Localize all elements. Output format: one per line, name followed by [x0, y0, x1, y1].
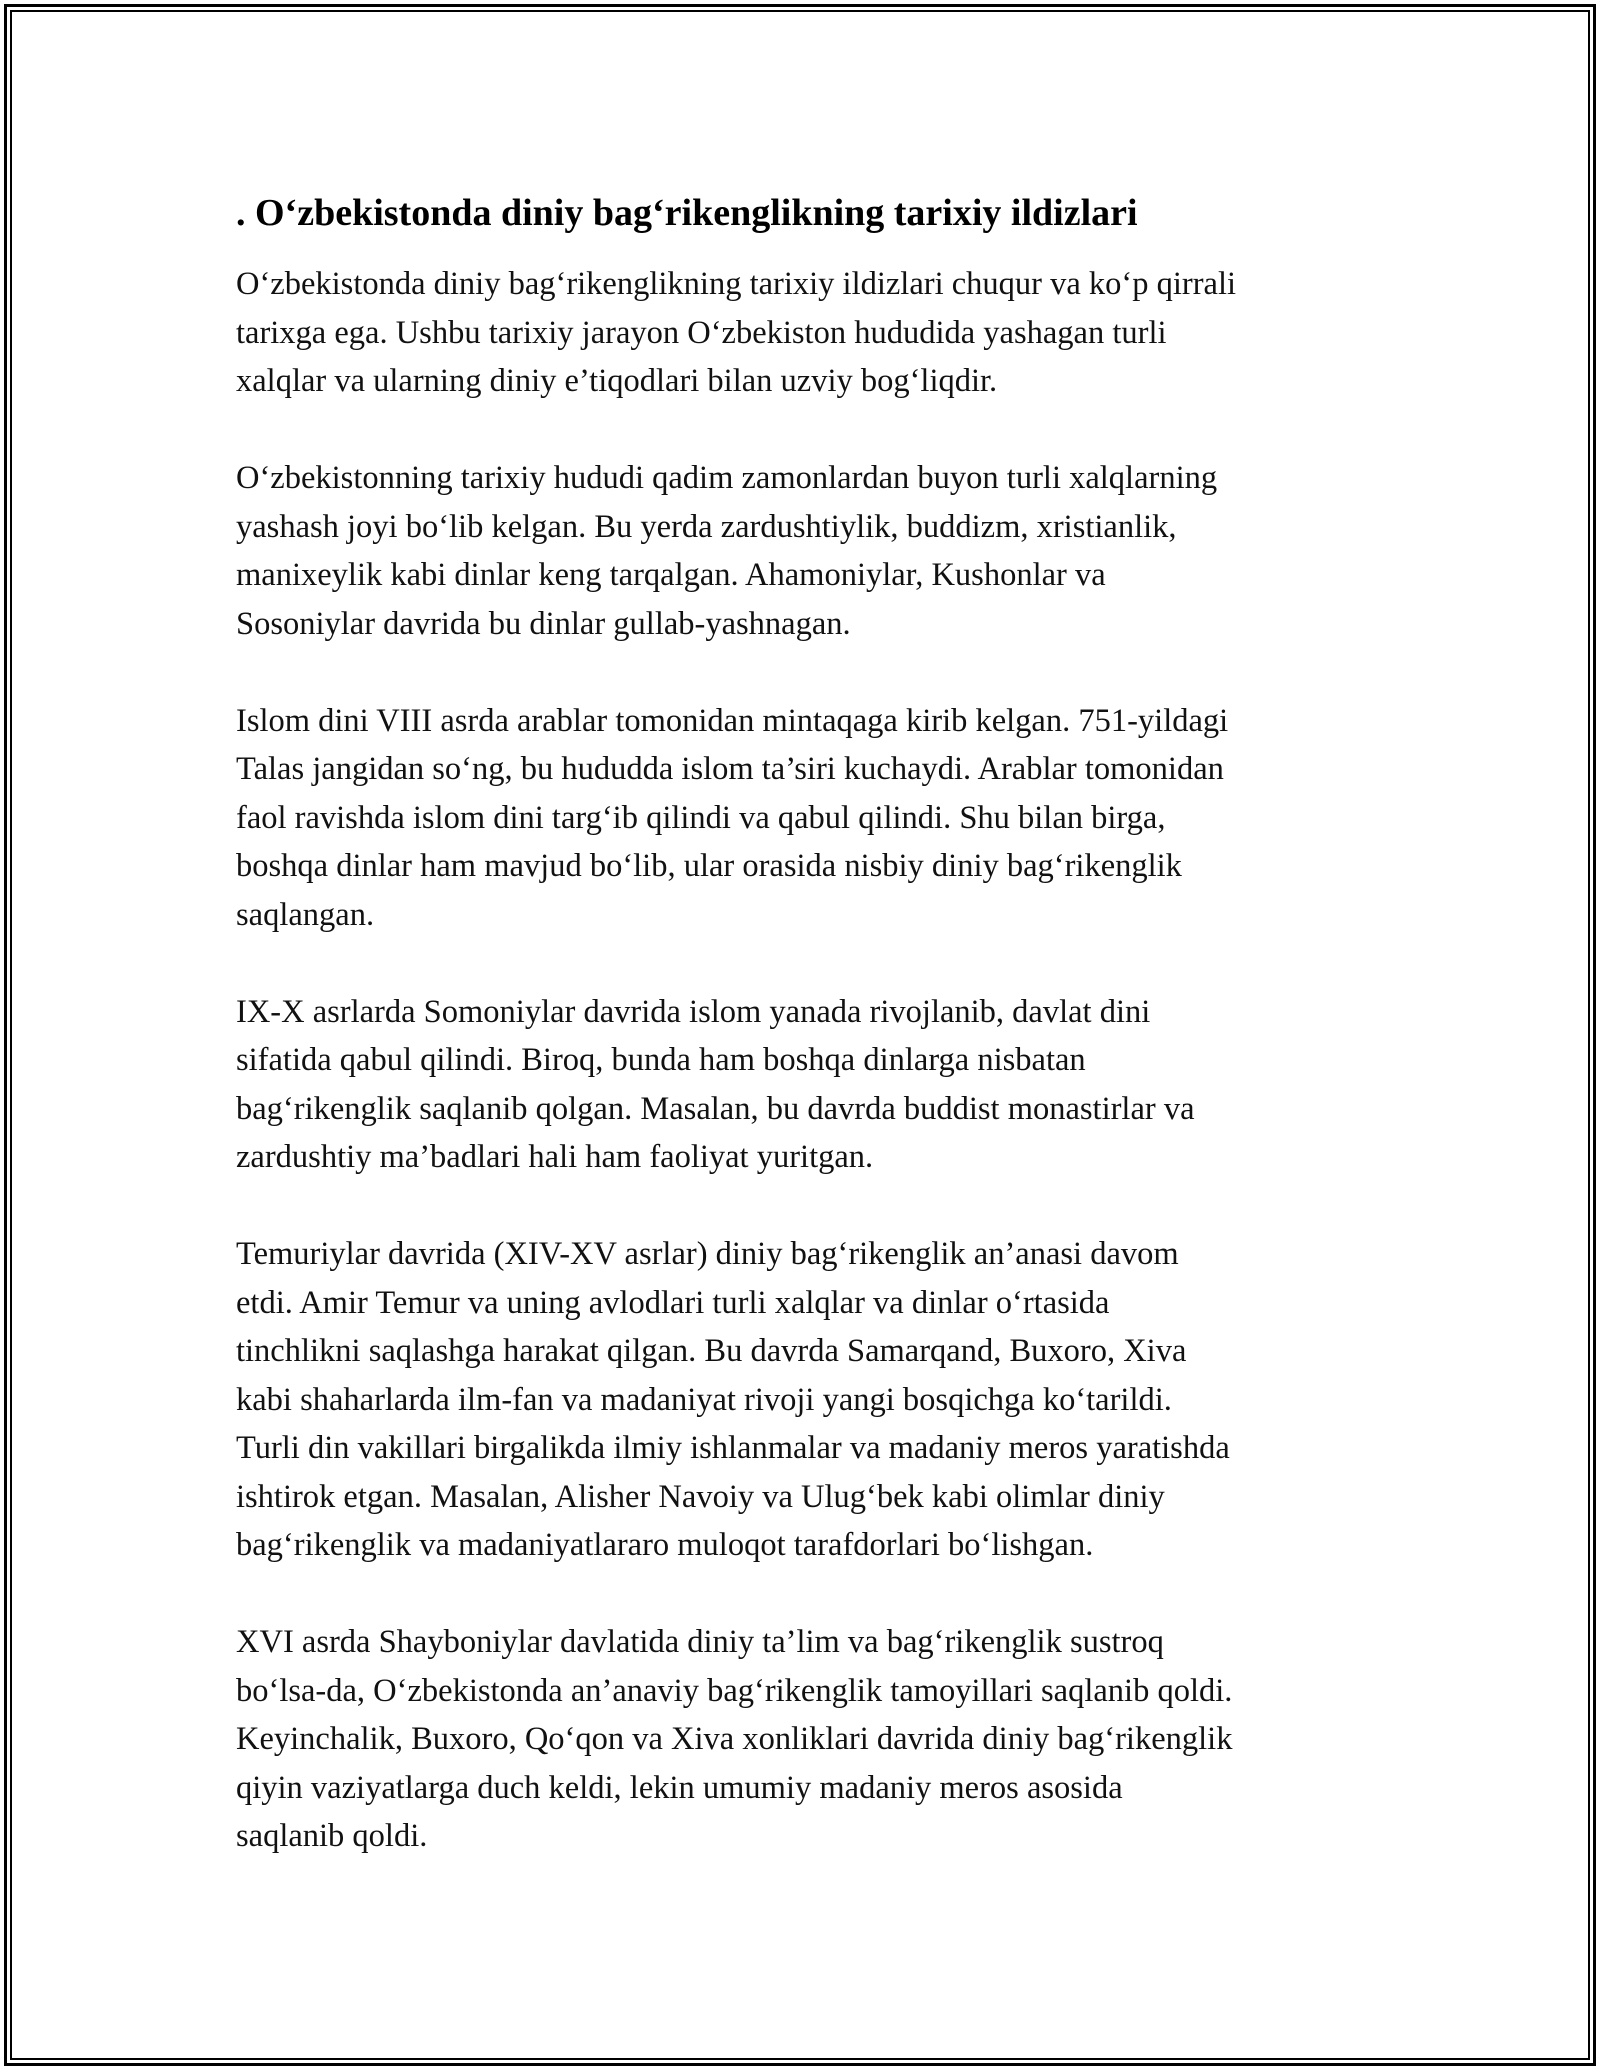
paragraph-2	[236, 454, 1386, 648]
paragraph-line: bag‘rikenglik va madaniyatlararo muloqot tarafdorlari bo‘lishgan.	[236, 1527, 1094, 1563]
paragraph-line: boshqa dinlar ham mavjud bo‘lib, ular orasida nisbiy diniy bag‘rikenglik	[236, 848, 1182, 884]
paragraph-line: saqlanib qoldi.	[236, 1818, 428, 1854]
paragraph-6	[236, 1618, 1386, 1861]
paragraph-line: O‘zbekistonning tarixiy hududi qadim zamonlardan buyon turli xalqlarning	[236, 460, 1218, 496]
document-body	[236, 188, 1386, 1861]
paragraph-line: Sosoniylar davrida bu dinlar gullab-yashnagan.	[236, 605, 851, 642]
paragraph-line: Talas jangidan so‘ng, bu hududda islom ta’siri kuchaydi. Arablar tomonidan	[236, 751, 1224, 787]
paragraph-line: Temuriylar davrida (XIV-XV asrlar) diniy bag‘rikenglik an’anasi davom	[236, 1236, 1179, 1272]
document-title: . O‘zbekistonda diniy bag‘rikenglikning tarixiy ildizlari	[236, 192, 1138, 234]
paragraph-3	[236, 697, 1386, 940]
paragraph-line: bag‘rikenglik saqlanib qolgan. Masalan, bu davrda buddist monastirlar va	[236, 1090, 1195, 1127]
paragraph-line: sifatida qabul qilindi. Biroq, bunda ham boshqa dinlarga nisbatan	[236, 1042, 1086, 1078]
paragraph-line: zardushtiy ma’badlari hali ham faoliyat yuritgan.	[236, 1139, 874, 1175]
paragraph-line: manixeylik kabi dinlar keng tarqalgan. Ahamoniylar, Kushonlar va	[236, 557, 1106, 593]
paragraph-1	[236, 260, 1386, 406]
paragraph-line: Keyinchalik, Buxoro, Qo‘qon va Xiva xonliklari davrida diniy bag‘rikenglik	[236, 1721, 1233, 1757]
paragraph-line: bo‘lsa-da, O‘zbekistonda an’anaviy bag‘rikenglik tamoyillari saqlanib qoldi.	[236, 1672, 1233, 1709]
paragraph-4	[236, 988, 1386, 1182]
paragraph-line: qiyin vaziyatlarga duch keldi, lekin umumiy madaniy meros asosida	[236, 1769, 1123, 1806]
paragraph-line: faol ravishda islom dini targ‘ib qilindi va qabul qilindi. Shu bilan birga,	[236, 799, 1166, 836]
paragraph-line: etdi. Amir Temur va uning avlodlari turli xalqlar va dinlar o‘rtasida	[236, 1284, 1110, 1321]
paragraph-line: XVI asrda Shayboniylar davlatida diniy ta’lim va bag‘rikenglik sustroq	[236, 1624, 1164, 1660]
paragraph-line: Islom dini VIII asrda arablar tomonidan mintaqaga kirib kelgan. 751-yildagi	[236, 702, 1229, 739]
paragraph-line: saqlangan.	[236, 896, 375, 933]
paragraph-line: O‘zbekistonda diniy bag‘rikenglikning tarixiy ildizlari chuqur va ko‘p qirrali	[236, 266, 1237, 302]
paragraph-line: tarixga ega. Ushbu tarixiy jarayon O‘zbekiston hududida yashagan turli	[236, 314, 1167, 351]
paragraph-line: tinchlikni saqlashga harakat qilgan. Bu davrda Samarqand, Buxoro, Xiva	[236, 1333, 1187, 1369]
paragraph-5	[236, 1230, 1386, 1570]
paragraph-line: IX-X asrlarda Somoniylar davrida islom yanada rivojlanib, davlat dini	[236, 993, 1151, 1030]
paragraph-line: ishtirok etgan. Masalan, Alisher Navoiy va Ulug‘bek kabi olimlar diniy	[236, 1478, 1165, 1515]
paragraph-line: Turli din vakillari birgalikda ilmiy ishlanmalar va madaniy meros yaratishda	[236, 1430, 1230, 1466]
paragraph-line: yashash joyi bo‘lib kelgan. Bu yerda zardushtiylik, buddizm, xristianlik,	[236, 508, 1177, 545]
paragraph-line: kabi shaharlarda ilm-fan va madaniyat rivoji yangi bosqichga ko‘tarildi.	[236, 1381, 1172, 1418]
paragraph-line: xalqlar va ularning diniy e’tiqodlari bilan uzviy bog‘liqdir.	[236, 363, 998, 399]
